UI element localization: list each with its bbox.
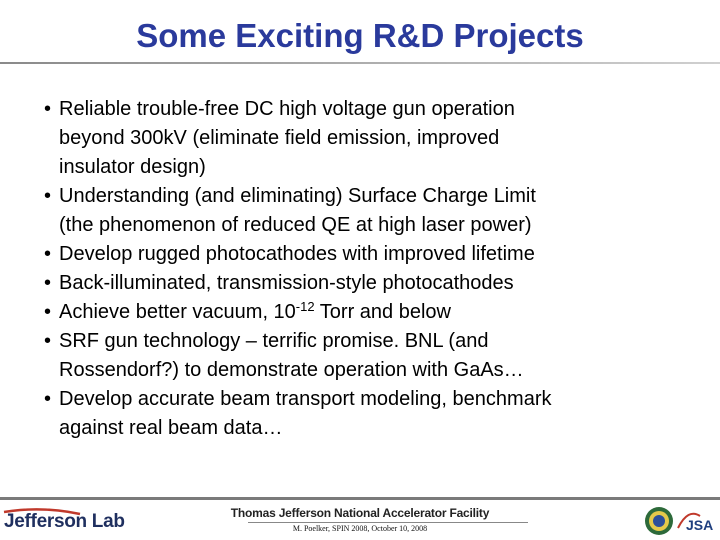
slide-title: Some Exciting R&D Projects [136,17,584,54]
bullet-dot: • [44,272,52,294]
bullet-text: Torr and below [314,301,451,323]
bullet-item [44,95,704,182]
facility-underline [248,522,528,523]
bullet-dot: • [44,98,52,120]
bullet-text: SRF gun technology – terrific promise. BNL (and [59,330,489,352]
bullet-item [44,327,704,385]
slide-citation: M. Poelker, SPIN 2008, October 10, 2008 [292,524,428,533]
bullet-text: Develop accurate beam transport modeling, benchmark [59,388,552,410]
jsa-logo-icon [676,506,718,536]
bullet-text: Back-illuminated, transmission-style photocathodes [59,272,514,294]
bullet-text: Rossendorf?) to demonstrate operation with GaAs… [59,359,524,381]
logo-text: Jefferson Lab [4,511,125,532]
bullet-text: Develop rugged photocathodes with improved lifetime [59,243,535,265]
bullet-item [44,385,704,443]
title-divider [0,62,720,64]
doe-seal-icon [644,506,674,536]
exponent: -12 [295,299,315,314]
bullet-text: Reliable trouble-free DC high voltage gun operation [59,98,515,120]
bullet-dot: • [44,330,52,352]
bullet-dot: • [44,243,52,265]
bullet-text: (the phenomenon of reduced QE at high laser power) [59,214,532,236]
bullet-dot: • [44,301,52,323]
bullet-list [44,95,704,443]
bullet-dot: • [44,388,52,410]
bullet-text: against real beam data… [59,417,283,439]
bullet-text: insulator design) [59,156,206,178]
bullet-item [44,298,704,327]
footer-divider [0,497,720,500]
bullet-item [44,182,704,240]
bullet-text: Achieve better vacuum, 10 [59,301,296,323]
bullet-text: beyond 300kV (eliminate field emission, improved [59,127,500,149]
bullet-item [44,240,704,269]
jsa-text: JSA [686,517,714,533]
bullet-item [44,269,704,298]
bullet-text: Understanding (and eliminating) Surface Charge Limit [59,185,536,207]
facility-name: Thomas Jefferson National Accelerator Facility [230,506,490,520]
bullet-dot: • [44,185,52,207]
